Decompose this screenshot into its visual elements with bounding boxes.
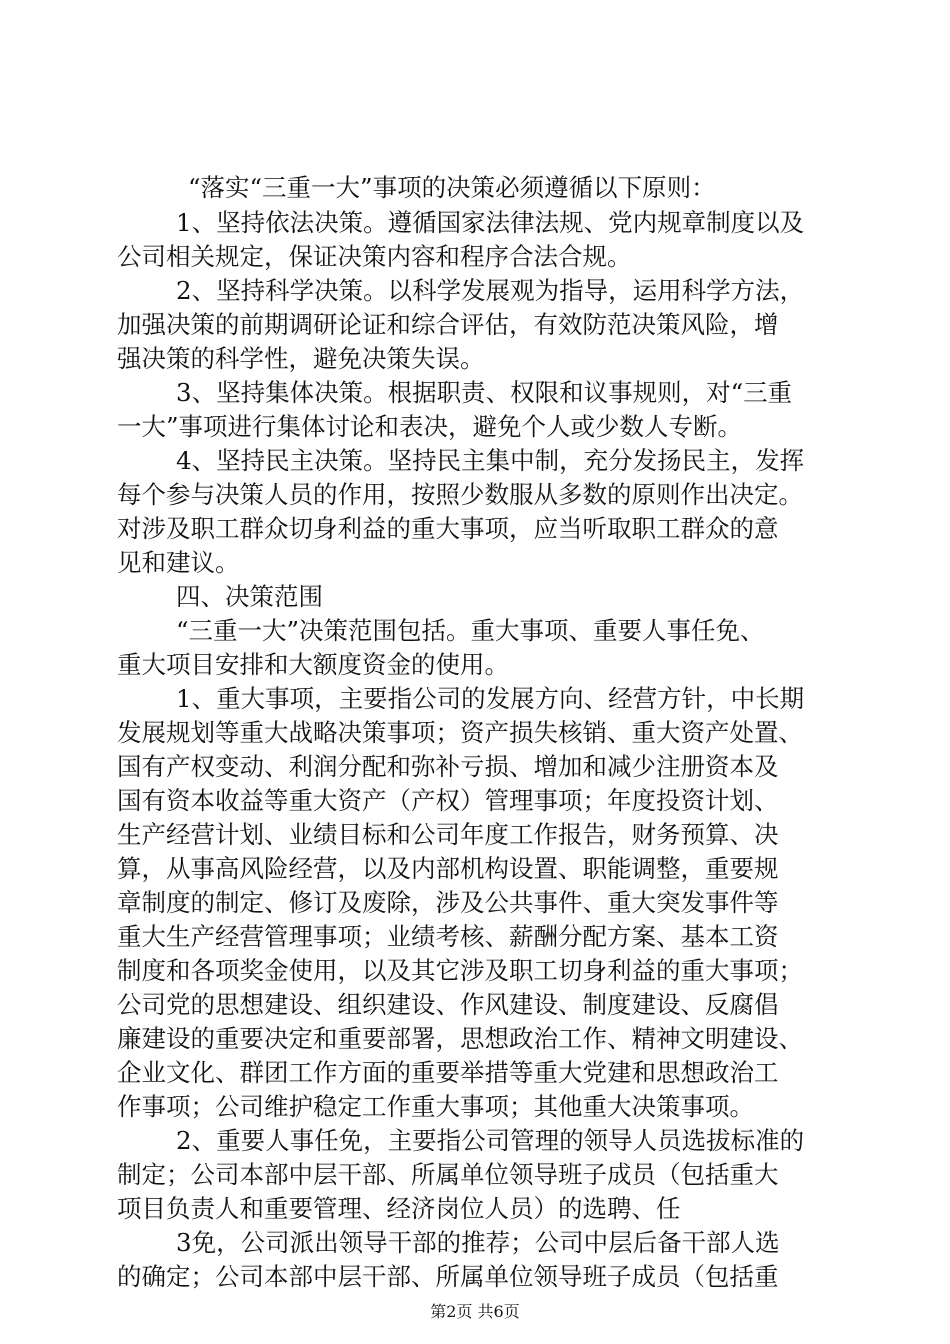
text-line: 算，从事高风险经营，以及内部机构设置、职能调整，重要规 [117, 854, 779, 883]
text-line: 公司党的思想建设、组织建设、作风建设、制度建设、反腐倡 [117, 990, 779, 1019]
text-line: 重大项目安排和大额度资金的使用。 [117, 650, 509, 679]
section-heading: 四、决策范围 [176, 582, 323, 611]
text-line: 的确定；公司本部中层干部、所属单位领导班子成员（包括重 [117, 1262, 779, 1291]
text-line: 3、坚持集体决策。根据职责、权限和议事规则，对“三重 [176, 378, 793, 407]
text-line: 4、坚持民主决策。坚持民主集中制，充分发扬民主，发挥 [176, 446, 805, 475]
text-line: 1、重大事项，主要指公司的发展方向、经营方针，中长期 [176, 684, 805, 713]
text-line: 2、坚持科学决策。以科学发展观为指导，运用科学方法， [176, 276, 805, 305]
text-line: 2、重要人事任免，主要指公司管理的领导人员选拔标准的 [176, 1126, 805, 1155]
text-line: 国有产权变动、利润分配和弥补亏损、增加和减少注册资本及 [117, 752, 779, 781]
text-line: 作事项；公司维护稳定工作重大事项；其他重大决策事项。 [117, 1092, 754, 1121]
text-line: 加强决策的前期调研论证和综合评估，有效防范决策风险，增 [117, 310, 779, 339]
text-line: 廉建设的重要决定和重要部署，思想政治工作、精神文明建设、 [117, 1024, 803, 1053]
text-line: 发展规划等重大战略决策事项；资产损失核销、重大资产处置、 [117, 718, 803, 747]
text-line: 项目负责人和重要管理、经济岗位人员）的选聘、任 [117, 1194, 681, 1223]
text-line: 3免，公司派出领导干部的推荐；公司中层后备干部人选 [176, 1228, 780, 1257]
page-number-footer: 第2页 共6页 [430, 1302, 520, 1321]
text-line: 重大生产经营管理事项；业绩考核、薪酬分配方案、基本工资 [117, 922, 779, 951]
text-line: 制定；公司本部中层干部、所属单位领导班子成员（包括重大 [117, 1160, 779, 1189]
text-line: 章制度的制定、修订及废除，涉及公共事件、重大突发事件等 [117, 888, 779, 917]
text-line: 对涉及职工群众切身利益的重大事项，应当听取职工群众的意 [117, 514, 779, 543]
text-line: 一大”事项进行集体讨论和表决，避免个人或少数人专断。 [117, 412, 743, 441]
text-line: 制度和各项奖金使用，以及其它涉及职工切身利益的重大事项； [117, 956, 803, 985]
text-line: 生产经营计划、业绩目标和公司年度工作报告，财务预算、决 [117, 820, 779, 849]
text-line: 企业文化、群团工作方面的重要举措等重大党建和思想政治工 [117, 1058, 779, 1087]
text-line: 强决策的科学性，避免决策失误。 [117, 344, 485, 373]
text-line: 国有资本收益等重大资产（产权）管理事项；年度投资计划、 [117, 786, 779, 815]
text-line: 见和建议。 [117, 548, 240, 577]
text-line: 公司相关规定，保证决策内容和程序合法合规。 [117, 242, 632, 271]
text-line: 1、坚持依法决策。遵循国家法律法规、党内规章制度以及 [176, 208, 805, 237]
text-line: 每个参与决策人员的作用，按照少数服从多数的原则作出决定。 [117, 480, 803, 509]
text-line: “落实“三重一大”事项的决策必须遵循以下原则： [188, 173, 716, 202]
text-line: “三重一大”决策范围包括。重大事项、重要人事任免、 [176, 616, 765, 645]
